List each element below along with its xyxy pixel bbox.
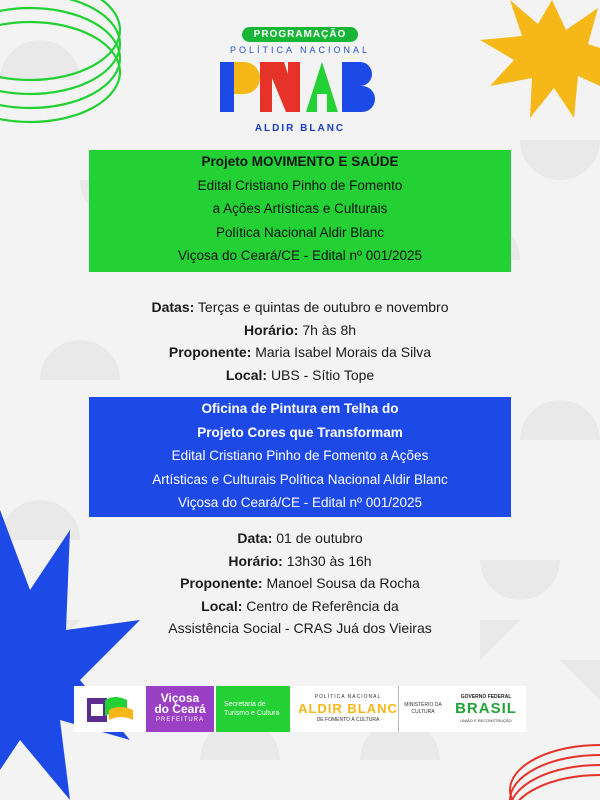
project2-line: Artísticas e Culturais Política Nacional Aldir Blanc: [152, 471, 448, 487]
crest-icon: [83, 692, 139, 726]
sponsor-logos-bar: [74, 686, 526, 732]
aldir-bottom: DE FOMENTO À CULTURA: [316, 717, 380, 723]
vicosa-line1: Viçosa: [160, 690, 200, 705]
detail-label: Horário:: [243, 321, 299, 338]
project2-line: Edital Cristiano Pinho de Fomento a Ações: [171, 448, 429, 463]
gov-top: GOVERNO FEDERAL: [460, 694, 512, 700]
detail-value: Centro de Referência da: [246, 597, 399, 614]
programacao-badge: PROGRAMAÇÃO: [242, 27, 359, 42]
detail-row: [0, 341, 600, 364]
detail-label: Data:: [237, 530, 273, 546]
detail-label: Proponente:: [180, 575, 263, 591]
detail-value: Maria Isabel Morais da Silva: [255, 344, 432, 360]
project1-line: Viçosa do Ceará/CE - Edital nº 001/2025: [177, 248, 423, 263]
ministerio-line1: MINISTÉRIO DA: [404, 702, 442, 708]
project2-title: Oficina de Pintura em Telha do: [201, 401, 399, 416]
gov-bottom: UNIÃO E RECONSTRUÇÃO: [460, 718, 512, 723]
project2-details: [0, 527, 600, 640]
detail-value: Terças e quintas de outubro e novembro: [197, 299, 449, 315]
ministerio-cultura-logo: [398, 686, 447, 732]
vicosa-line3: PREFEITURA: [155, 716, 204, 723]
detail-value: Assistência Social - CRAS Juá dos Vieiras: [168, 620, 432, 636]
ministerio-line2: CULTURA: [411, 709, 435, 715]
city-crest-logo: [78, 686, 144, 732]
pnab-logo: [0, 24, 600, 134]
detail-value: UBS - Sítio Tope: [270, 366, 375, 383]
project1-box: [89, 150, 511, 272]
project2-title: Projeto Cores que Transformam: [197, 424, 403, 440]
aldir-main: ALDIR BLANC: [298, 701, 398, 716]
pnab-logo-word: [220, 58, 380, 116]
aldir-top: POLÍTICA NACIONAL: [314, 694, 382, 700]
project1-line: Edital Cristiano Pinho de Fomento: [197, 177, 403, 193]
detail-row: [0, 595, 600, 618]
detail-row: [0, 527, 600, 550]
logo-subtitle: POLÍTICA NACIONAL: [229, 45, 371, 55]
project1-title: Projeto MOVIMENTO E SAÚDE: [201, 154, 399, 169]
detail-row: [0, 296, 600, 319]
vicosa-prefeitura-logo: [146, 686, 214, 732]
detail-label: Local:: [225, 366, 268, 383]
detail-row: [0, 364, 600, 387]
project1-details: [0, 296, 600, 386]
gov-main: BRASIL: [455, 700, 517, 717]
detail-value: 7h às 8h: [302, 321, 357, 338]
logo-aldir-blanc: ALDIR BLANC: [254, 123, 346, 134]
detail-value: Manoel Sousa da Rocha: [266, 575, 420, 591]
project2-box: [89, 397, 511, 517]
detail-row: [0, 550, 600, 573]
detail-label: Datas:: [151, 299, 195, 315]
detail-row: [0, 319, 600, 342]
project2-line: Viçosa do Ceará/CE - Edital nº 001/2025: [177, 495, 423, 510]
secretaria-line1: Secretaria de: [224, 701, 266, 708]
secretaria-line2: Turismo e Cultura: [224, 710, 280, 717]
governo-federal-logo: [450, 686, 522, 732]
aldir-blanc-logo: [298, 686, 398, 732]
project1-line: Política Nacional Aldir Blanc: [215, 224, 385, 240]
detail-value: 13h30 às 16h: [286, 552, 372, 569]
vicosa-line2: do Ceará: [154, 701, 206, 716]
detail-label: Local:: [201, 597, 243, 614]
detail-label: Proponente:: [168, 344, 252, 360]
detail-value: 01 de outubro: [276, 530, 363, 546]
detail-row: [0, 617, 600, 640]
secretaria-logo: [216, 686, 290, 732]
project1-line: a Ações Artísticas e Culturais: [212, 201, 388, 216]
detail-label: Horário:: [228, 552, 283, 569]
detail-row: [0, 572, 600, 595]
